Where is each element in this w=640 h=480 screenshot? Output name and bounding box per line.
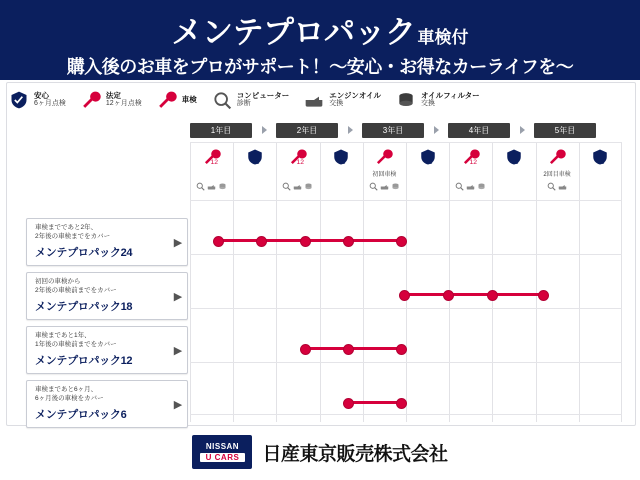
chevron-right-icon (434, 126, 439, 134)
plan-text-6 (27, 386, 169, 422)
wrench-icon (289, 146, 307, 168)
year-header-strip (190, 122, 622, 138)
legend-title-5: オイルフィルター (420, 90, 480, 100)
plan-text-12 (27, 332, 169, 368)
header-banner (0, 0, 640, 80)
plan-bar-dot (343, 398, 354, 409)
legend-item-5 (395, 89, 480, 111)
plan-card-12[interactable] (26, 326, 188, 374)
legend-title-2: 車検 (181, 95, 197, 105)
legend-item-3 (211, 89, 290, 111)
service-col-1 (233, 144, 276, 202)
computer-diagnosis-icon (211, 89, 233, 111)
title-row (0, 0, 640, 48)
year-gap-2 (338, 126, 362, 134)
plan-name-6: メンテプロパック6 (35, 408, 127, 421)
plan-bar-dot (256, 236, 267, 247)
brand-name: NISSAN (205, 442, 240, 451)
plan-bar-18 (404, 293, 544, 296)
page-title-suffix: 車検付 (417, 28, 469, 48)
year-cell-4: 4年目 (448, 123, 510, 138)
year-gap-4 (510, 126, 534, 134)
company-name: 日産東京販売株式会社 (262, 443, 448, 465)
plan-name-24: メンテプロパック24 (35, 246, 133, 259)
plan-note-line1-6: 車検まであと6ヶ月、 (35, 386, 98, 394)
legend-text-0 (34, 91, 66, 109)
oil-can-icon (303, 89, 325, 111)
svg-text:6: 6 (514, 158, 519, 166)
legend-item-2 (156, 89, 197, 111)
legend-title-3: コンピューター (236, 90, 290, 100)
year-cell-1: 1年目 (190, 123, 252, 138)
oil-filter-icon (395, 89, 417, 111)
wrench-icon (203, 146, 221, 168)
legend-bar (8, 84, 632, 116)
plan-bar-dot (300, 236, 311, 247)
shield-icon (419, 146, 437, 168)
plan-bar-dot (443, 290, 454, 301)
plan-bar-dot (396, 344, 407, 355)
page-title: メンテプロパック (171, 15, 416, 50)
chevron-right-icon[interactable]: ▶ (173, 344, 183, 357)
chevron-right-icon (262, 126, 267, 134)
plan-bar-dot (396, 236, 407, 247)
plan-bar-dot (213, 236, 224, 247)
year-gap-1 (252, 126, 276, 134)
chevron-right-icon[interactable]: ▶ (173, 290, 183, 303)
chevron-right-icon (520, 126, 525, 134)
chevron-right-icon (348, 126, 353, 134)
plan-bar-24 (217, 239, 405, 242)
plan-note-line2-12: 1年後の車検前までをカバー (35, 341, 117, 348)
legend-text-3 (237, 91, 290, 109)
plan-note-line2-24: 2年後の車検までをカバー (35, 233, 111, 240)
plan-bar-dot (399, 290, 410, 301)
service-col-7 (492, 144, 535, 202)
plan-note-line2-18: 2年後の車検前までをカバー (35, 287, 117, 294)
shield-icon (505, 146, 523, 168)
legend-desc-5: 交換 (420, 100, 435, 108)
legend-item-4 (303, 89, 381, 111)
svg-text:6: 6 (341, 158, 346, 166)
svg-text:6: 6 (255, 158, 260, 166)
service-sub-icons-6 (455, 180, 486, 192)
shield-icon (8, 89, 30, 111)
legend-item-1 (80, 89, 142, 111)
legend-desc-1: 12ヶ月点検 (105, 100, 142, 108)
legend-title-4: エンジンオイル (329, 90, 381, 100)
plan-bar-dot (300, 344, 311, 355)
wrench-icon (548, 146, 566, 168)
legend-desc-4: 交換 (329, 100, 344, 108)
plan-bar-6 (348, 401, 401, 404)
legend-desc-0: 6ヶ月点検 (34, 100, 66, 108)
legend-item-0 (8, 89, 66, 111)
shield-icon (246, 146, 264, 168)
plan-bar-dot (343, 344, 354, 355)
plan-note-line1-24: 車検までであと2年、 (35, 224, 98, 232)
service-col-8 (536, 144, 579, 202)
plan-card-6[interactable] (26, 380, 188, 428)
plan-text-18 (27, 278, 169, 314)
service-label-8: 2回目車検 (543, 172, 571, 178)
legend-title-1: 法定 (105, 90, 121, 100)
service-col-6 (449, 144, 492, 202)
service-col-9 (579, 144, 622, 202)
footer (0, 430, 640, 474)
plan-card-18[interactable] (26, 272, 188, 320)
year-cell-5: 5年目 (534, 123, 596, 138)
service-label-4: 初回車検 (372, 172, 397, 178)
plan-bar-dot (487, 290, 498, 301)
legend-text-4 (329, 91, 381, 109)
plan-note-line2-6: 6ヶ月後の車検をカバー (35, 395, 104, 402)
service-col-2 (276, 144, 319, 202)
service-col-3 (320, 144, 363, 202)
legend-text-2 (182, 95, 197, 104)
service-col-0 (190, 144, 233, 202)
wrench-icon (156, 89, 178, 111)
plan-note-line1-12: 車検まであと1年、 (35, 332, 91, 340)
legend-title-0: 安心 (34, 90, 49, 100)
shield-icon (591, 146, 609, 168)
legend-text-1 (106, 91, 142, 109)
plan-name-12: メンテプロパック12 (35, 354, 133, 367)
chevron-right-icon[interactable]: ▶ (173, 398, 183, 411)
service-sub-icons-8 (547, 180, 567, 192)
shield-icon (332, 146, 350, 168)
nissan-logo (192, 435, 252, 469)
plan-bar-dot (396, 398, 407, 409)
year-gap-3 (424, 126, 448, 134)
svg-text:12: 12 (296, 158, 304, 166)
svg-text:12: 12 (469, 158, 477, 166)
year-cell-2: 2年目 (276, 123, 338, 138)
plan-bar-dot (538, 290, 549, 301)
brand-subname: U CARS (200, 453, 246, 462)
service-col-5 (406, 144, 449, 202)
year-cell-3: 3年目 (362, 123, 424, 138)
wrench-icon (375, 146, 393, 168)
wrench-icon (462, 146, 480, 168)
page-subtitle: 購入後のお車をプロがサポート！～安心・お得なカーライフを～ (66, 57, 574, 77)
wrench-icon (80, 89, 102, 111)
plan-text-24 (27, 224, 169, 260)
svg-text:6: 6 (428, 158, 433, 166)
legend-text-5 (421, 91, 480, 109)
plan-card-24[interactable] (26, 218, 188, 266)
plan-bar-dot (343, 236, 354, 247)
chevron-right-icon[interactable]: ▶ (173, 236, 183, 249)
svg-text:12: 12 (210, 158, 218, 166)
service-sub-icons-4 (369, 180, 400, 192)
svg-text:6: 6 (601, 158, 605, 166)
service-sub-icons-0 (196, 180, 227, 192)
legend-desc-3: 診断 (236, 100, 251, 108)
service-sub-icons-2 (282, 180, 313, 192)
plan-name-18: メンテプロパック18 (35, 300, 133, 313)
service-col-4 (363, 144, 406, 202)
service-icon-row (190, 144, 622, 202)
plan-note-line1-18: 初回の車検から (35, 278, 81, 286)
